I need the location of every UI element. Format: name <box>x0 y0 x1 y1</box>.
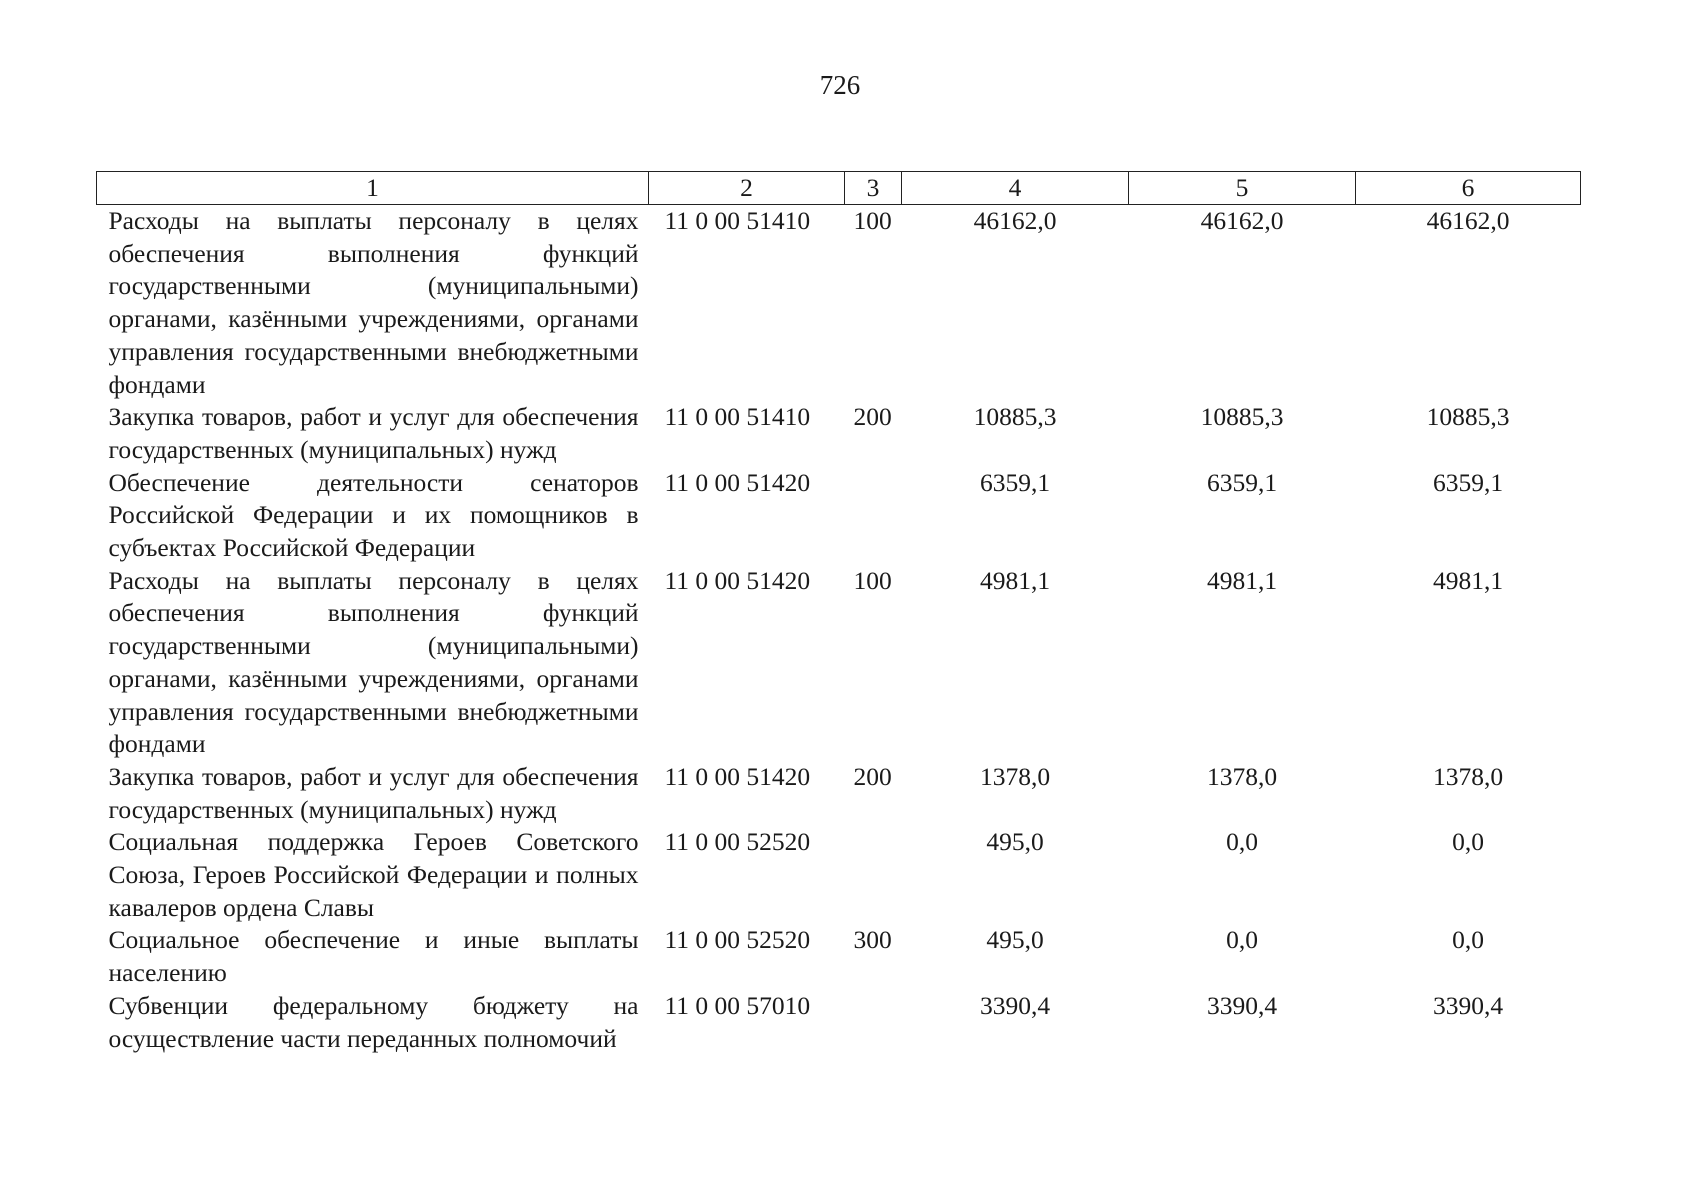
table-body <box>97 205 1581 1056</box>
row-value-4: 495,0 <box>986 827 1044 857</box>
row-description: Закупка товаров, работ и услуг для обеспечения государственных (муниципальных) нужд <box>108 761 639 824</box>
page-number: 726 <box>819 70 861 100</box>
row-type: 100 <box>853 206 892 235</box>
column-header-3: 3 <box>845 172 902 205</box>
row-value-5: 46162,0 <box>1200 206 1284 235</box>
row-code: 11 0 00 51410 <box>664 402 811 432</box>
row-type: 300 <box>853 925 892 955</box>
row-type: 200 <box>853 761 892 791</box>
table-row <box>97 761 1581 826</box>
row-code: 11 0 00 51420 <box>664 565 811 595</box>
row-description: Субвенции федеральному бюджету на осуществление части переданных полномочий <box>108 990 639 1053</box>
row-value-4: 10885,3 <box>973 402 1057 432</box>
row-value-5: 6359,1 <box>1206 467 1278 497</box>
table-row <box>97 990 1581 1055</box>
row-value-4: 3390,4 <box>979 990 1051 1020</box>
header-row <box>97 172 1581 205</box>
table-row <box>97 924 1581 989</box>
row-value-4: 46162,0 <box>973 206 1057 235</box>
row-code: 11 0 00 52520 <box>664 827 811 857</box>
row-description: Обеспечение деятельности сенаторов Российской Федерации и их помощников в субъектах Российской Федерации <box>108 467 639 563</box>
budget-table <box>96 171 1581 1055</box>
row-value-5: 4981,1 <box>1206 565 1278 595</box>
row-value-6: 0,0 <box>1452 925 1484 955</box>
row-description: Закупка товаров, работ и услуг для обеспечения государственных (муниципальных) нужд <box>108 402 639 464</box>
table-row <box>97 467 1581 565</box>
row-description: Социальная поддержка Героев Советского Союза, Героев Российской Федерации и полных кавалеров ордена Славы <box>108 827 639 922</box>
row-code: 11 0 00 51410 <box>664 206 811 235</box>
row-code: 11 0 00 57010 <box>664 990 811 1020</box>
row-description: Социальное обеспечение и иные выплаты населению <box>108 925 639 988</box>
row-value-6: 0,0 <box>1452 827 1484 857</box>
row-value-5: 0,0 <box>1226 925 1258 955</box>
row-value-5: 1378,0 <box>1206 761 1278 791</box>
column-header-1: 1 <box>97 172 649 205</box>
row-value-6: 10885,3 <box>1426 402 1510 432</box>
column-header-2: 2 <box>649 172 845 205</box>
row-value-6: 46162,0 <box>1426 206 1510 235</box>
row-value-5: 10885,3 <box>1200 402 1284 432</box>
row-type <box>845 826 902 924</box>
row-value-6: 3390,4 <box>1432 990 1504 1020</box>
row-value-4: 1378,0 <box>979 761 1051 791</box>
row-code: 11 0 00 52520 <box>664 925 811 955</box>
table-header <box>97 172 1581 205</box>
table-row <box>97 401 1581 466</box>
table-row <box>97 205 1581 402</box>
row-code: 11 0 00 51420 <box>664 467 811 497</box>
column-header-6: 6 <box>1356 172 1581 205</box>
row-value-6: 1378,0 <box>1432 761 1504 791</box>
row-type <box>845 467 902 565</box>
row-description: Расходы на выплаты персоналу в целях обеспечения выполнения функций государственными (муниципальными) органами, казёнными учреждениями, органами управления государственными внебюджетными фондами <box>108 206 639 399</box>
row-value-6: 4981,1 <box>1432 565 1504 595</box>
row-type <box>845 990 902 1055</box>
row-type: 200 <box>853 402 892 432</box>
row-value-5: 3390,4 <box>1206 990 1278 1020</box>
row-value-4: 4981,1 <box>979 565 1051 595</box>
column-header-5: 5 <box>1129 172 1356 205</box>
row-value-4: 6359,1 <box>979 467 1051 497</box>
table-row <box>97 826 1581 924</box>
row-code: 11 0 00 51420 <box>664 761 811 791</box>
column-header-4: 4 <box>902 172 1129 205</box>
row-value-4: 495,0 <box>986 925 1044 955</box>
row-value-6: 6359,1 <box>1432 467 1504 497</box>
row-description: Расходы на выплаты персоналу в целях обеспечения выполнения функций государственными (муниципальными) органами, казёнными учреждениями, органами управления государственными внебюджетными фондами <box>108 565 639 759</box>
table-row <box>97 565 1581 761</box>
row-type: 100 <box>853 565 892 595</box>
row-value-5: 0,0 <box>1226 827 1258 857</box>
